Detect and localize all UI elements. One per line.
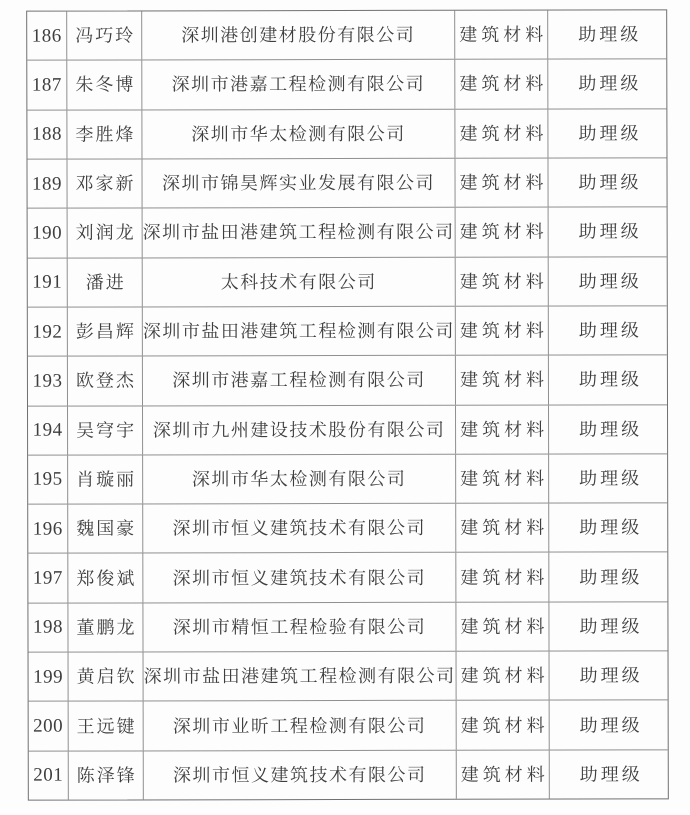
row-number-cell: 201 [29, 751, 69, 799]
category-cell: 建筑材料 [456, 356, 549, 405]
level-cell: 助理级 [579, 616, 643, 637]
level-cell: 助理级 [579, 764, 643, 785]
category-cell: 建筑材料 [456, 504, 549, 553]
table-row [27, 109, 666, 160]
table-row [29, 750, 668, 800]
level-cell: 助理级 [579, 468, 643, 489]
person-name-cell: 李胜烽 [67, 110, 142, 158]
person-name-cell: 欧登杰 [68, 357, 143, 405]
table-row [28, 208, 667, 259]
category-cell: 建筑材料 [456, 602, 549, 651]
person-name-cell: 刘润龙 [68, 209, 143, 257]
row-number-cell: 194 [28, 406, 68, 454]
person-name-cell: 陈泽锋 [69, 751, 144, 799]
category-cell: 建筑材料 [456, 553, 549, 602]
category-cell: 建筑材料 [456, 454, 549, 503]
level-cell: 助理级 [578, 271, 642, 292]
company-name-cell: 深圳市锦昊辉实业发展有限公司 [142, 159, 455, 208]
company-name-cell: 深圳市恒义建筑技术有限公司 [144, 750, 457, 799]
table-row [28, 356, 667, 407]
company-name-cell: 深圳市港嘉工程检测有限公司 [142, 60, 455, 109]
table-row [28, 602, 667, 653]
row-number-cell: 195 [28, 455, 68, 503]
category-cell: 建筑材料 [455, 109, 548, 158]
row-number-cell: 188 [27, 110, 67, 158]
table-row [29, 701, 668, 752]
company-name-cell: 深圳市华太检测有限公司 [143, 455, 456, 504]
row-number-cell: 197 [28, 554, 68, 602]
row-number-cell: 199 [29, 653, 69, 701]
level-cell: 助理级 [578, 123, 642, 144]
row-number-cell: 187 [27, 61, 67, 109]
person-name-cell: 潘进 [68, 258, 143, 306]
person-name-cell: 吴穹宇 [68, 406, 143, 454]
row-number-cell: 189 [27, 160, 67, 208]
row-number-cell: 198 [28, 603, 68, 651]
level-cell: 助理级 [578, 24, 642, 45]
table-row [28, 454, 667, 505]
company-name-cell: 深圳市精恒工程检验有限公司 [143, 603, 456, 652]
row-number-cell: 200 [29, 702, 69, 750]
level-cell: 助理级 [579, 517, 643, 538]
company-name-cell: 深圳市恒义建筑技术有限公司 [143, 553, 456, 602]
category-cell: 建筑材料 [457, 750, 550, 799]
table-row [27, 60, 666, 111]
level-cell: 助理级 [578, 172, 642, 193]
table-row [28, 405, 667, 456]
company-name-cell: 深圳市盐田港建筑工程检测有限公司 [143, 307, 456, 356]
person-name-cell: 冯巧玲 [67, 11, 142, 59]
category-cell: 建筑材料 [457, 701, 550, 750]
table-row [28, 553, 667, 604]
table-row [28, 257, 667, 308]
category-cell: 建筑材料 [455, 60, 548, 109]
company-name-cell: 太科技术有限公司 [143, 257, 456, 306]
table-row [27, 158, 666, 209]
person-name-cell: 董鹏龙 [68, 603, 143, 651]
table-row [29, 651, 668, 702]
company-name-cell: 深圳港创建材股份有限公司 [142, 11, 455, 60]
person-name-cell: 魏国豪 [68, 505, 143, 553]
level-cell: 助理级 [579, 419, 643, 440]
person-name-cell: 邓家新 [67, 159, 142, 207]
category-cell: 建筑材料 [456, 257, 549, 306]
row-number-cell: 196 [28, 505, 68, 553]
category-cell: 建筑材料 [456, 208, 549, 257]
level-cell: 助理级 [578, 73, 642, 94]
row-number-cell: 192 [28, 307, 68, 355]
row-number-cell: 193 [28, 357, 68, 405]
person-name-cell: 郑俊斌 [68, 554, 143, 602]
person-name-cell: 王远键 [69, 702, 144, 750]
table-row [27, 10, 666, 61]
person-name-cell: 彭昌辉 [68, 307, 143, 355]
person-name-cell: 朱冬博 [67, 61, 142, 109]
table-row [28, 503, 667, 554]
category-cell: 建筑材料 [455, 11, 548, 60]
person-name-cell: 肖璇丽 [68, 455, 143, 503]
level-cell: 助理级 [578, 320, 642, 341]
row-number-cell: 191 [28, 258, 68, 306]
company-name-cell: 深圳市盐田港建筑工程检测有限公司 [144, 652, 457, 701]
row-number-cell: 186 [27, 12, 67, 60]
company-name-cell: 深圳市九州建设技术股份有限公司 [143, 405, 456, 454]
level-cell: 助理级 [579, 714, 643, 736]
personnel-table [26, 9, 669, 800]
company-name-cell: 深圳市港嘉工程检测有限公司 [143, 356, 456, 405]
row-number-cell: 190 [28, 209, 68, 257]
person-name-cell: 黄启钦 [69, 652, 144, 700]
category-cell: 建筑材料 [456, 306, 549, 355]
level-cell: 助理级 [579, 665, 643, 686]
company-name-cell: 深圳市盐田港建筑工程检测有限公司 [143, 208, 456, 257]
table-row [28, 306, 667, 357]
category-cell: 建筑材料 [456, 405, 549, 454]
category-cell: 建筑材料 [455, 159, 548, 208]
company-name-cell: 深圳市华太检测有限公司 [142, 109, 455, 158]
category-cell: 建筑材料 [457, 652, 550, 701]
level-cell: 助理级 [578, 221, 642, 242]
level-cell: 助理级 [579, 566, 643, 588]
company-name-cell: 深圳市业昕工程检测有限公司 [144, 701, 457, 750]
level-cell: 助理级 [578, 369, 642, 390]
company-name-cell: 深圳市恒义建筑技术有限公司 [143, 504, 456, 553]
